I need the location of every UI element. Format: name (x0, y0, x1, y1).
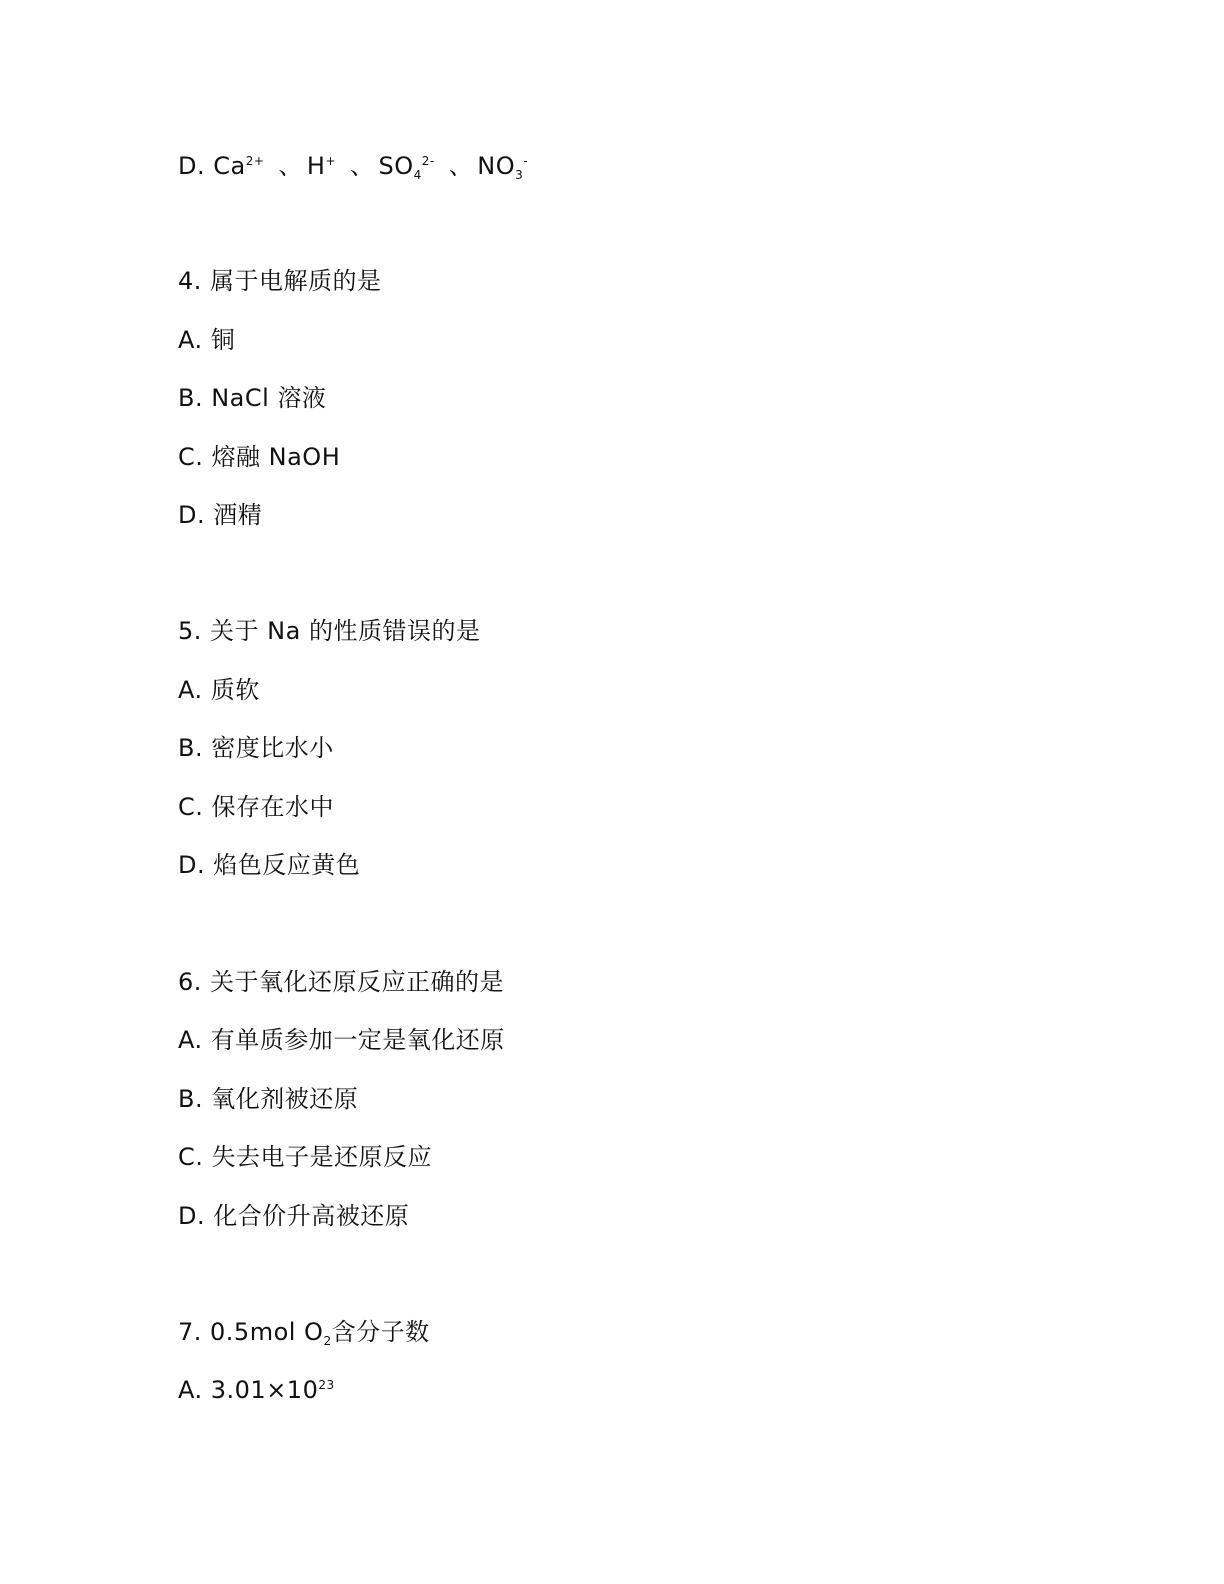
q6-option-a: A. 有单质参加一定是氧化还原 (178, 1026, 505, 1054)
q4-option-b: B. NaCl 溶液 (178, 384, 327, 412)
q5-option-b: B. 密度比水小 (178, 734, 334, 762)
ion-no3-charge: - (523, 154, 529, 168)
ion-ca-charge: 2+ (245, 154, 265, 168)
q7-stem-suffix: 含分子数 (331, 1318, 430, 1346)
q6-option-c: C. 失去电子是还原反应 (178, 1143, 433, 1171)
ion-no3-subscript: 3 (515, 168, 524, 182)
q6-option-b: B. 氧化剂被还原 (178, 1085, 359, 1113)
q6-stem: 6. 关于氧化还原反应正确的是 (178, 968, 505, 996)
q5-option-a: A. 质软 (178, 676, 260, 704)
q3-option-d (178, 151, 528, 181)
separator: 、 (278, 152, 303, 180)
q4-option-d: D. 酒精 (178, 501, 263, 529)
q7-stem-text: 7. 0.5mol O (178, 1318, 324, 1346)
q5-stem: 5. 关于 Na 的性质错误的是 (178, 617, 481, 645)
ion-no3: NO (477, 152, 516, 180)
o2-subscript: 2 (323, 1334, 332, 1348)
ion-so4-charge: 2- (421, 154, 435, 168)
separator: 、 (448, 152, 474, 180)
q7-option-a-text: A. 3.01×10 (178, 1376, 319, 1404)
q5-option-c: C. 保存在水中 (178, 793, 335, 821)
option-prefix: D. (178, 152, 214, 180)
q4-option-a: A. 铜 (178, 326, 236, 354)
ion-ca: Ca (213, 152, 246, 180)
q7-stem (178, 1317, 430, 1347)
ion-h: H (306, 152, 326, 180)
ion-h-charge: + (325, 154, 337, 168)
exponent: 23 (318, 1378, 335, 1392)
ion-so4-subscript: 4 (413, 168, 422, 182)
q6-option-d: D. 化合价升高被还原 (178, 1202, 410, 1230)
separator: 、 (350, 152, 375, 180)
q4-stem: 4. 属于电解质的是 (178, 267, 382, 295)
q4-option-c: C. 熔融 NaOH (178, 443, 341, 471)
ion-so4: SO (378, 152, 414, 180)
q5-option-d: D. 焰色反应黄色 (178, 851, 361, 879)
q7-option-a (178, 1375, 335, 1405)
